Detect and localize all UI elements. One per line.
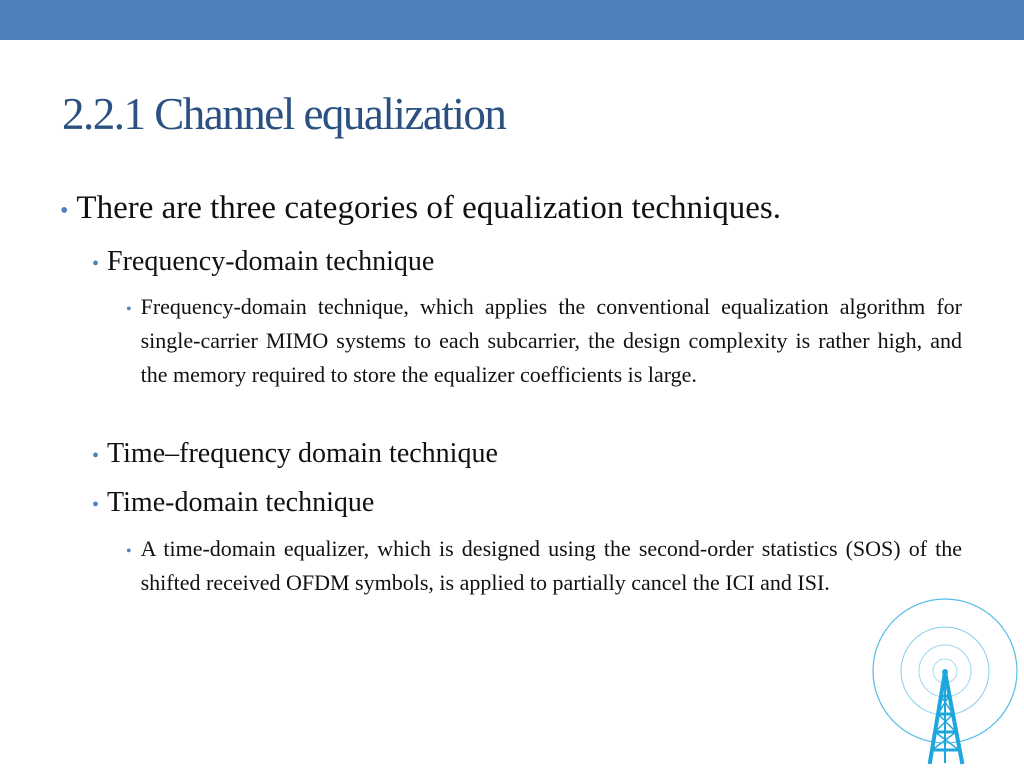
- bullet-frequency-domain-text: Frequency-domain technique: [107, 246, 435, 277]
- bullet-marker: •: [60, 198, 69, 224]
- bullet-marker: •: [92, 494, 100, 516]
- bullet-marker: •: [126, 543, 132, 560]
- bullet-time-domain: [92, 487, 374, 519]
- slide-title: 2.2.1 Channel equalization: [62, 89, 506, 139]
- bullet-time-frequency-domain-text: Time–frequency domain technique: [107, 438, 498, 469]
- bullet-time-domain-text: Time-domain technique: [107, 487, 375, 518]
- header-bar: [0, 0, 1024, 40]
- bullet-marker: •: [92, 253, 100, 275]
- bullet-frequency-detail: [126, 290, 962, 392]
- bullet-main: [60, 190, 781, 227]
- bullet-marker: •: [92, 445, 100, 467]
- bullet-time-detail-text: A time-domain equalizer, which is designed using the second-order statistics (SOS) of the shifted received OFDM symbols, is applied to partially cancel the ICI and ISI.: [140, 536, 962, 595]
- bullet-main-text: There are three categories of equalization techniques.: [76, 190, 781, 226]
- bullet-marker: •: [126, 301, 132, 318]
- bullet-frequency-domain: [92, 246, 434, 278]
- bullet-time-frequency-domain: [92, 438, 498, 470]
- radio-tower-icon: [870, 596, 1020, 768]
- bullet-frequency-detail-text: Frequency-domain technique, which applies the conventional equalization algorithm for single-carrier MIMO systems to each subcarrier, the design complexity is rather high, and the memory required to store the equalizer coefficients is large.: [140, 294, 962, 387]
- bullet-time-detail: [126, 532, 962, 600]
